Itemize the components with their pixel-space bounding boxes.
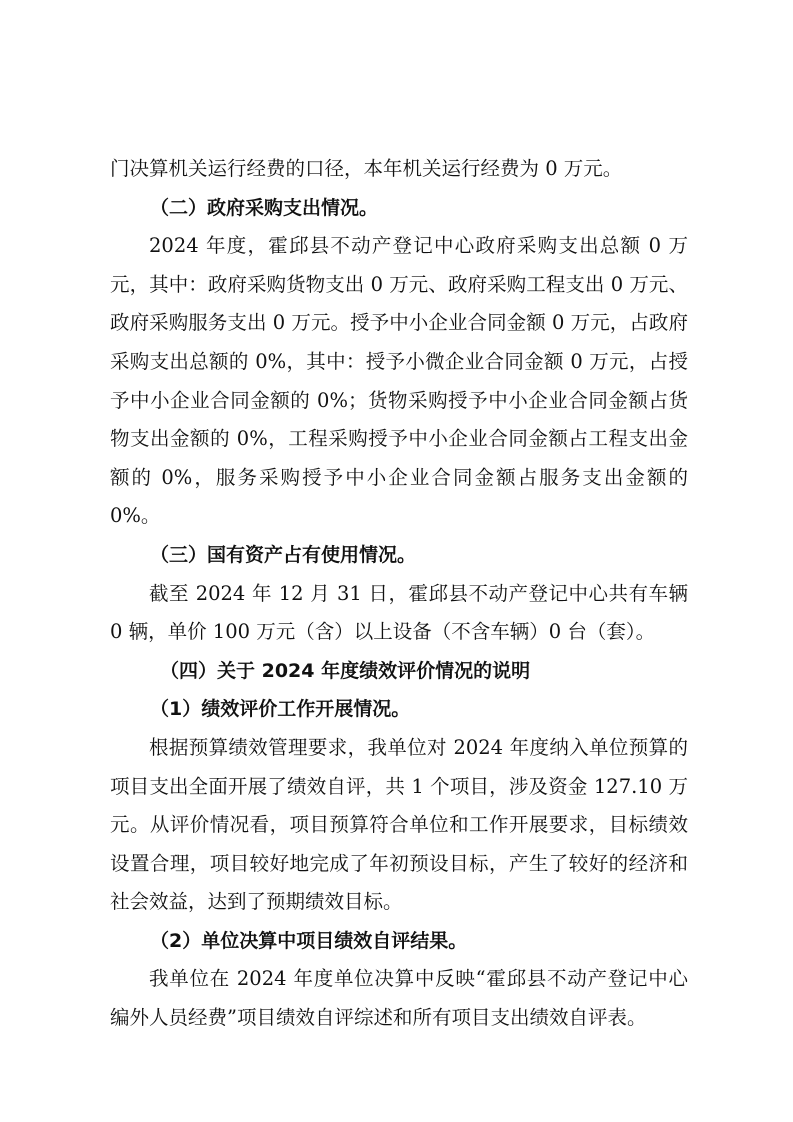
document-body [110, 150, 688, 1038]
section-4-heading: （四）关于 2024 年度绩效评价情况的说明 [160, 659, 531, 682]
section-2-heading: （二）政府采购支出情况。 [150, 196, 379, 219]
section-4-1-heading: （1）绩效评价工作开展情况。 [150, 698, 411, 721]
section-4-1-paragraph: 根据预算绩效管理要求，我单位对 2024 年度纳入单位预算的项目支出全面开展了绩效自评，共 1 个项目，涉及资金 127.10 万元。从评价情况看，项目预算符合单位和工作开展要求，目标绩效设置合理，项目较好地完成了年初预设目标，产生了较好的经济和社会效益，达到了预期绩效目标。 [110, 735, 688, 914]
continuation-paragraph: 门决算机关运行经费的口径，本年机关运行经费为 0 万元。 [110, 157, 623, 180]
section-3-paragraph: 截至 2024 年 12 月 31 日，霍邱县不动产登记中心共有车辆 0 辆，单价 100 万元（含）以上设备（不含车辆）0 台（套）。 [110, 581, 688, 644]
section-4-2-paragraph: 我单位在 2024 年度单位决算中反映“霍邱县不动产登记中心编外人员经费”项目绩效自评综述和所有项目支出绩效自评表。 [110, 967, 688, 1030]
section-3-heading: （三）国有资产占有使用情况。 [150, 543, 417, 566]
section-4-2-heading: （2）单位决算中项目绩效自评结果。 [150, 929, 468, 952]
section-2-paragraph: 2024 年度，霍邱县不动产登记中心政府采购支出总额 0 万元，其中：政府采购货物支出 0 万元、政府采购工程支出 0 万元、政府采购服务支出 0 万元。授予中小企业合同金额 0 万元，占政府采购支出总额的 0%，其中：授予小微企业合同金额 0 万元，占授予中小企业合同金额的 0%；货物采购授予中小企业合同金额占货物支出金额的 0%，工程采购授予中小企业合同金额占工程支出金额的 0%，服务采购授予中小企业合同金额占服务支出金额的 0%。 [110, 234, 688, 528]
